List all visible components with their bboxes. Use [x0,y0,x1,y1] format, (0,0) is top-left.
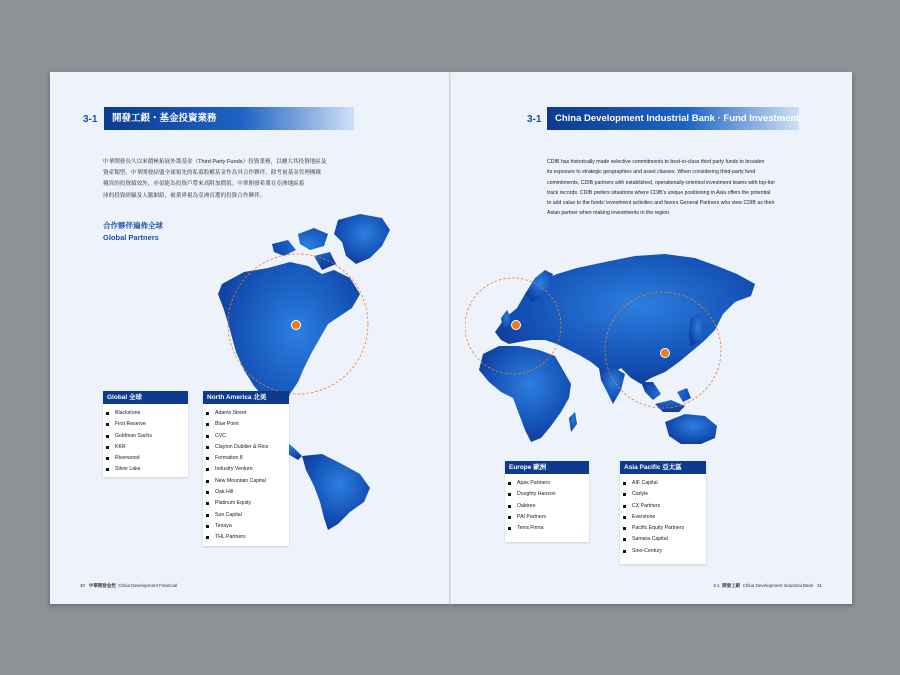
list-item: First Reserve [103,419,188,430]
arctic-islands-shape [272,228,336,270]
body-line: CDIB has historically made selective commitments to best-in-class third party funds to broaden [547,159,765,165]
list-item: Apax Partners [505,478,589,489]
africa-shape [479,346,571,442]
list-item: New Mountain Capital [203,476,289,487]
left-page [50,72,451,604]
global-partners-heading-zh: 合作夥伴遍佈全球 [103,221,163,230]
india-shape [599,368,625,404]
list-item: Samara Capital [620,534,706,545]
southeast-asia-shape [641,382,691,412]
asia-pacific-partners-box [620,461,706,564]
list-item: Industry Venture [203,464,289,475]
list-item: Sino-Century [620,546,706,557]
body-line: 優異的投資績效外，亦須能為投資戶帶來高附加價值。中華開發希冀在亞洲地區蓄 [103,181,305,188]
body-line: 沛的投資經驗及人脈網絡，被業界視為亞洲首選的投資合作夥伴。 [103,192,266,199]
list-item: Oaktree [505,501,589,512]
body-line: commitments, CDIB partners with established, operationally-oriented investment teams with top-tier [547,179,776,186]
list-item: AIF Capital [620,478,706,489]
europe-marker [512,321,521,330]
asia-marker [661,349,670,358]
section-number: 3-1 [83,114,98,125]
list-item: Pacific Equity Partners [620,523,706,534]
folio-label-en: China Development Industrial Bank [742,583,814,588]
folio-section: 3-1 [713,583,720,588]
page-number: 31 [816,583,822,588]
list-item: PAI Partners [505,512,589,523]
list-item: THL Partners [203,532,289,543]
folio-label-en: China Development Financial [118,583,178,588]
list-item: CX Partners [620,501,706,512]
page-number: 30 [80,583,86,588]
box-title: Europe 歐洲 [505,461,589,474]
eurasia-map [465,222,770,447]
box-title: Asia Pacific 亞太區 [620,461,706,474]
section-title-bar: 開發工銀・基金投資業務 [104,107,354,130]
body-line: its exposure to strategic geographies and asset classes. When considering third-party fund [547,169,756,176]
box-title: North America 北美 [203,391,289,404]
box-title: Global 全球 [103,391,188,404]
south-america-shape [302,454,370,530]
greenland-shape [334,214,390,264]
madagascar-shape [569,412,577,432]
body-line: 中華開發長久以來積極拓展外籌基金（Third Party Funds）投資業務，以擴大其投資地區及 [103,159,327,165]
list-item: Blue Point [203,419,289,430]
list-item: Adams Street [203,408,289,419]
global-partners-heading-en: Global Partners [103,233,159,242]
list-item: Doughty Hanson [505,489,589,500]
list-item: Clayton Dubilier & Rice [203,442,289,453]
europe-partners-box [505,461,589,542]
list-item: Terra Firma [505,523,589,534]
body-line: 資產類型。中華開發結盟全球領先的私募股權基金作為其合作夥伴，除考量基金管理團隊 [103,170,322,177]
right-page [451,72,852,604]
list-item: Silver Lake [103,464,188,475]
body-text-en [547,157,847,219]
list-item: Oak Hill [203,487,289,498]
page-folio-right [713,583,822,589]
list-item: Carlyle [620,489,706,500]
body-text-zh [103,157,393,202]
list-item: Sun Capital [203,510,289,521]
list-item: Platinum Equity [203,498,289,509]
list-item: Riverwood [103,453,188,464]
list-item: Blackstone [103,408,188,419]
global-partners-heading [103,220,163,244]
north-america-partners-box [203,391,289,546]
list-item: Tenaya [203,521,289,532]
folio-label-zh: 開發工銀 [722,583,741,588]
body-line: Asian partner when making investments in the region. [547,210,671,217]
north-america-marker [292,321,301,330]
page-folio-left [80,583,177,589]
list-item: Goldman Sachs [103,431,188,442]
uk-shape [501,310,511,330]
list-item: Everstone [620,512,706,523]
folio-label-zh: 中華開發金控 [88,583,116,588]
section-title-bar: China Development Industrial Bank · Fund Investment [547,107,799,130]
list-item: Formation 8 [203,453,289,464]
body-line: to add value to the funds' investment activities and favors General Partners who view CDIB as their [547,200,775,207]
list-item: CVC [203,431,289,442]
body-line: track records. CDIB prefers situations where CDIB's unique positioning in Asia offers the potential [547,189,771,196]
list-item: KKR [103,442,188,453]
section-number: 3-1 [527,114,542,125]
australia-shape [665,414,717,444]
global-partners-box [103,391,188,477]
